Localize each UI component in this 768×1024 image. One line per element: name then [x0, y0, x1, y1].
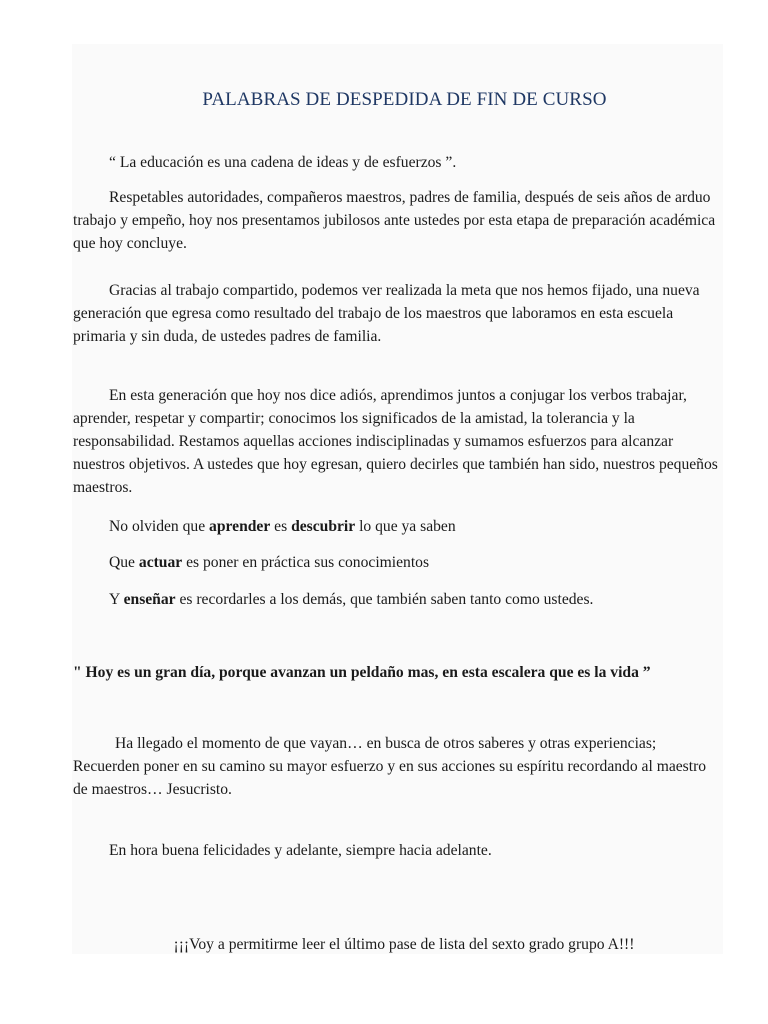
- paragraph-generation: En esta generación que hoy nos dice adiós, aprendimos juntos a conjugar los verbos trabajar, aprender, respetar y compartir; conocimos los significados de la amistad, la tolerancia y la responsabilidad. Restamos aquellas acciones indisciplinadas y sumamos esfuerzos para alcanzar nuestros objetivos. A ustedes que hoy egresan, quiero decirles que también han sido, nuestros pequeños maestros.: [73, 387, 718, 496]
- line-ensenar-c: es recordarles a los demás, que también saben tanto como ustedes.: [175, 591, 594, 608]
- word-actuar: actuar: [138, 554, 183, 571]
- document-title: PALABRAS DE DESPEDIDA DE FIN DE CURSO: [202, 89, 607, 110]
- highlight-quote: " Hoy es un gran día, porque avanzan un peldaño mas, en esta escalera que es la vida ”: [73, 664, 651, 681]
- opening-quote: “ La educación es una cadena de ideas y de esfuerzos ”.: [109, 154, 457, 171]
- line-aprender-a: No olviden que: [109, 518, 210, 535]
- word-ensenar: enseñar: [123, 591, 176, 608]
- line-actuar-a: Que: [109, 554, 139, 571]
- paragraph-moment: Ha llegado el momento de que vayan… en busca de otros saberes y otras experiencias; Recuerden poner en su camino su mayor esfuerzo y en sus acciones su espíritu recordando al maestro de maestros… Jesucristo.: [73, 735, 707, 798]
- line-aprender-e: lo que ya saben: [355, 518, 456, 535]
- paragraph-shared-work: Gracias al trabajo compartido, podemos ver realizada la meta que nos hemos fijado, una nueva generación que egresa como resultado del trabajo de los maestros que laboramos en esta escuela primaria y sin duda, de ustedes padres de familia.: [73, 282, 700, 345]
- line-aprender: [73, 515, 721, 538]
- line-ensenar: [73, 588, 721, 611]
- paragraph-congratulations: En hora buena felicidades y adelante, siempre hacia adelante.: [109, 842, 492, 859]
- word-aprender: aprender: [209, 518, 271, 535]
- line-aprender-c: es: [270, 518, 292, 535]
- line-actuar: [73, 551, 721, 574]
- line-ensenar-a: Y: [109, 591, 124, 608]
- word-descubrir: descubrir: [291, 518, 356, 535]
- document-page: [72, 44, 723, 954]
- closing-line: ¡¡¡Voy a permitirme leer el último pase de lista del sexto grado grupo A!!!: [173, 936, 635, 953]
- paragraph-greeting: Respetables autoridades, compañeros maestros, padres de familia, después de seis años de arduo trabajo y empeño, hoy nos presentamos jubilosos ante ustedes por esta etapa de preparación académica que hoy concluye.: [73, 189, 716, 252]
- line-actuar-c: es poner en práctica sus conocimientos: [182, 554, 430, 571]
